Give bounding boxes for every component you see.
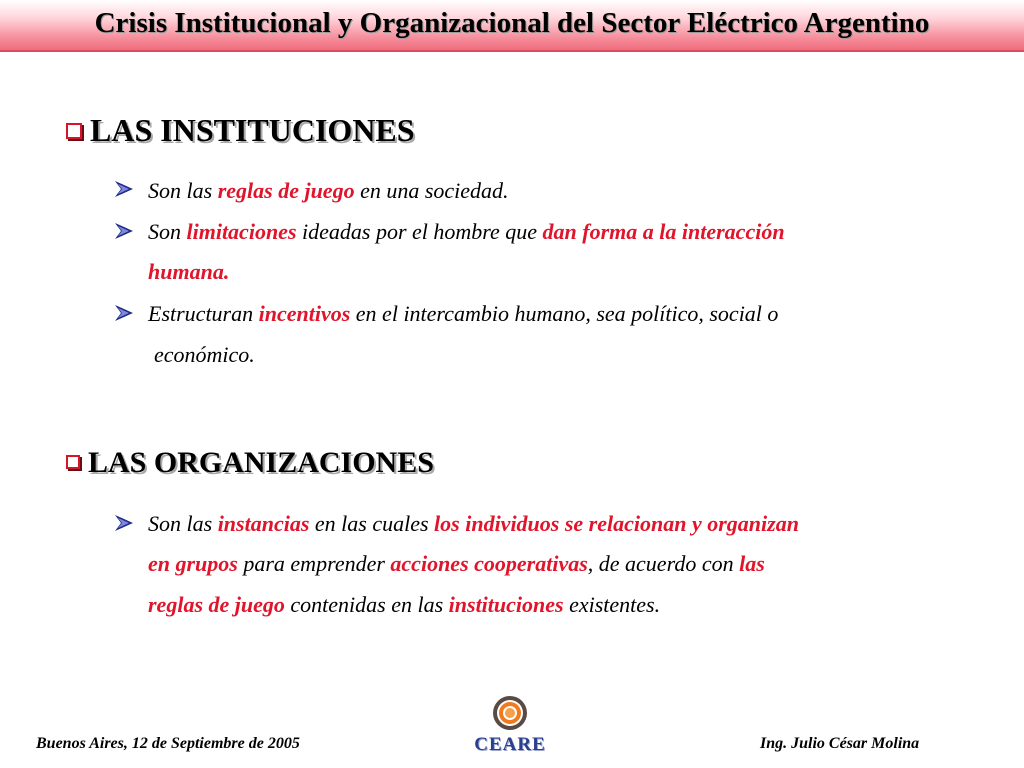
ceare-logo xyxy=(460,694,560,758)
bullet-text-continuation: en grupos para emprender acciones cooperativas, de acuerdo con las xyxy=(148,551,765,576)
arrow-bullet-icon xyxy=(114,180,134,198)
arrow-bullet-icon xyxy=(114,514,134,532)
bullet-text: Son limitaciones ideadas por el hombre que dan forma a la interacción xyxy=(148,219,785,244)
footer-author: Ing. Julio César Molina xyxy=(760,735,920,752)
bullet-text-continuation: reglas de juego contenidas en las instituciones existentes. xyxy=(148,592,661,617)
logo-text: CEARE xyxy=(474,734,546,755)
bullet-text-continuation: económico. xyxy=(154,342,255,367)
section-heading-text: LAS ORGANIZACIONES xyxy=(88,446,434,479)
bullet-text: Estructuran incentivos en el intercambio humano, sea político, social o xyxy=(148,301,779,326)
checkbox-bullet-icon xyxy=(66,455,80,469)
bullet-text: Son las instancias en las cuales los individuos se relacionan y organizan xyxy=(148,511,799,536)
checkbox-bullet-icon xyxy=(66,123,82,139)
arrow-bullet-icon xyxy=(114,304,134,322)
bullet-text-continuation: humana. xyxy=(148,259,230,284)
section-heading-text: LAS INSTITUCIONES xyxy=(90,112,415,148)
arrow-bullet-icon xyxy=(114,222,134,240)
section-heading-instituciones xyxy=(66,112,415,148)
footer-date: Buenos Aires, 12 de Septiembre de 2005 xyxy=(36,735,300,752)
slide-title: Crisis Institucional y Organizacional del Sector Eléctrico Argentino xyxy=(94,7,930,39)
title-bar xyxy=(0,0,1024,52)
bullet-text: Son las reglas de juego en una sociedad. xyxy=(148,178,509,203)
section-heading-organizaciones xyxy=(66,446,434,480)
ceare-emblem-icon xyxy=(491,694,529,732)
